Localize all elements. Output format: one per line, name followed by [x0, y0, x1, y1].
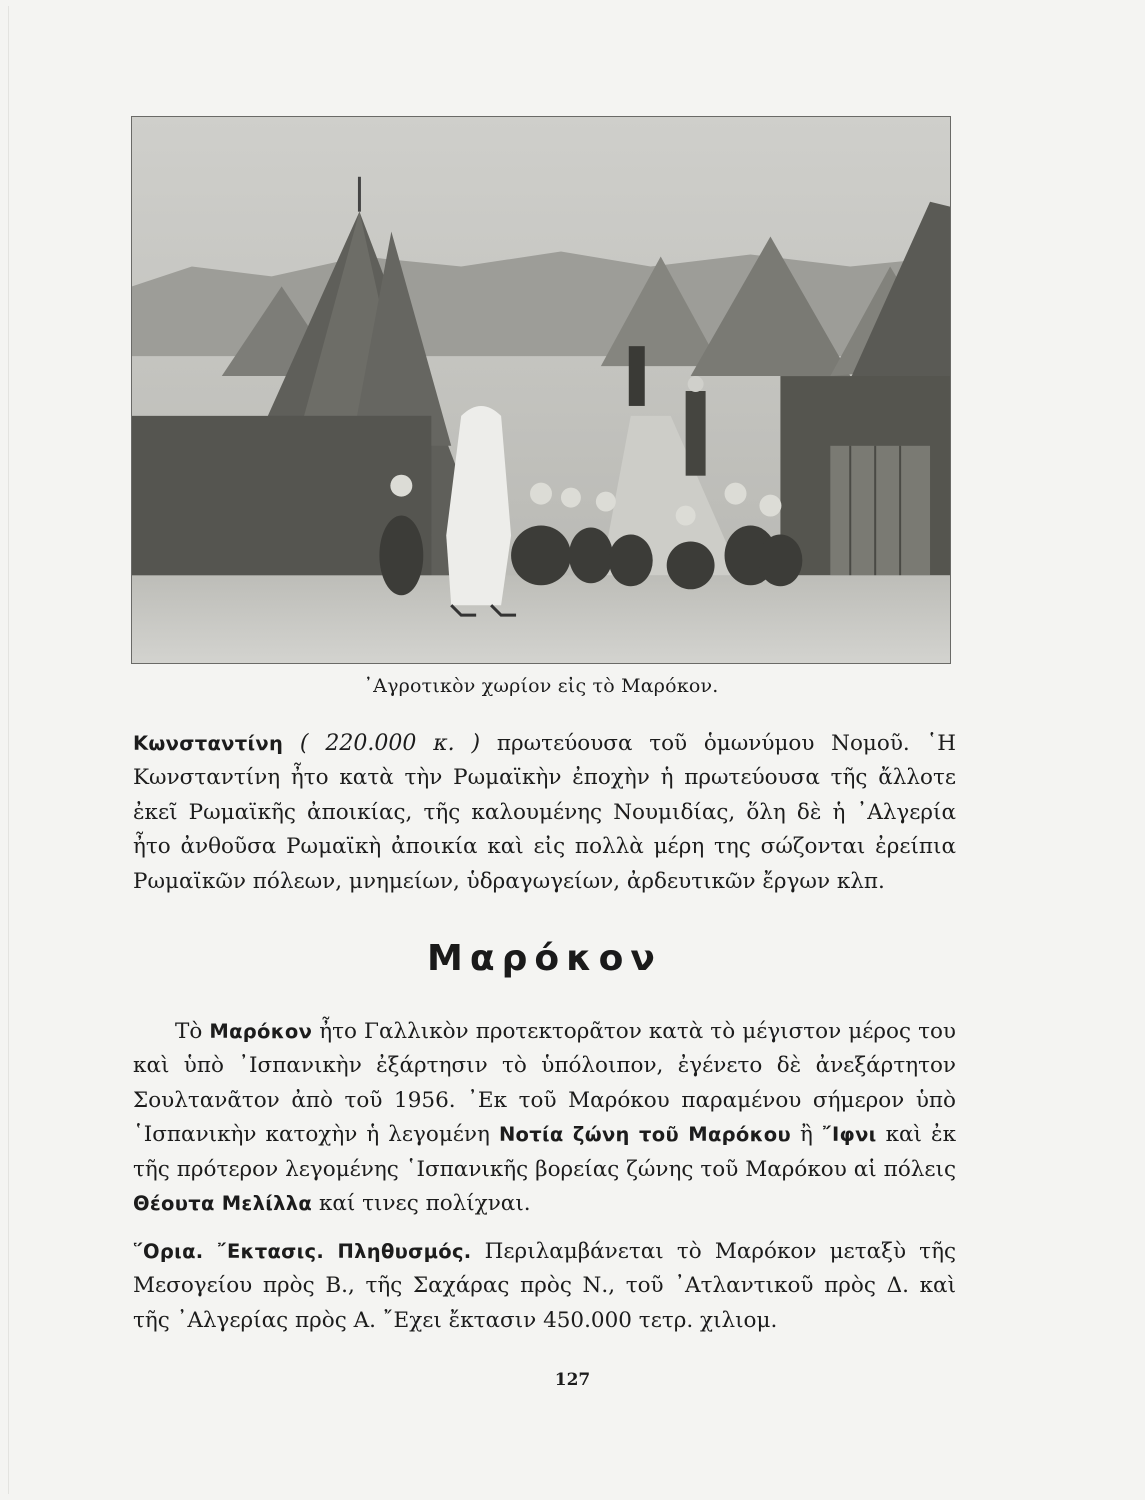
paragraph-text: Περιλαμβάνεται τὸ Μαρόκον μεταξὺ τῆς Μεσογείου πρὸς Β., τῆς Σαχάρας πρὸς Ν., τοῦ ᾿Ατλαντικοῦ πρὸς Δ. καὶ τῆς ᾿Αλγερίας πρὸς Α. ῎Εχει ἔκτασιν 450.000 τετρ. χιλιομ. [133, 1239, 956, 1333]
paragraph-text: καί τινες πολίχναι. [312, 1191, 531, 1217]
paragraph-text: ἦτο Γαλλικὸν προτεκτορᾶτον κατὰ τὸ μέγιστον μέρος του καὶ ὑπὸ ᾿Ισπανικὴν ἐξάρτησιν τὸ ὑπόλοιπον, ἐγένετο δὲ ἀνεξάρτητον Σουλτανᾶτον ἀπὸ τοῦ 1956. ᾿Εκ τοῦ Μαρόκου παραμένου σήμερον ὑπὸ ῾Ισπανικὴν κατοχὴν ἡ λεγομένη [133, 1019, 956, 1148]
bold-term: ῎Ιφνι [821, 1123, 877, 1147]
paragraph-constantine [133, 727, 956, 899]
subsection-heading: ῞Ορια. ῎Εκτασις. Πληθυσμός. [133, 1240, 472, 1263]
paragraph-morocco-intro [133, 1015, 956, 1221]
page-number: 127 [554, 1370, 591, 1390]
city-population: ( 220.000 κ. ) [299, 731, 481, 756]
paragraph-text: Κωνσταντίνη ἦτο κατὰ τὴν Ρωμαϊκὴν ἐποχὴν ἡ πρωτεύουσα τῆς ἄλλοτε ἐκεῖ Ρωμαϊκῆς ἀποικίας, τῆς καλουμένης Νουμιδίας, ὅλη δὲ ἡ ᾿Αλγερία ἦτο ἀνθοῦσα Ρωμαϊκὴ ἀποικία καὶ εἰς πολλὰ μέρη της σώζονται ἐρείπια Ρωμαϊκῶν πόλεων, μνημείων, ὑδραγωγείων, ἀρδευτικῶν ἔργων κλπ. [133, 765, 956, 894]
bold-term: Θέουτα Μελίλλα [133, 1192, 313, 1216]
bold-term: Μαρόκον [209, 1020, 313, 1043]
paragraph-text: ἢ [790, 1122, 822, 1148]
city-name: Κωνσταντίνη [133, 732, 284, 755]
paragraph-morocco-borders [133, 1235, 956, 1338]
figure-caption: ᾿Αγροτικὸν χωρίον εἰς τὸ Μαρόκον. [363, 675, 719, 697]
paragraph-text: Τὸ [175, 1019, 210, 1044]
bold-term: Νοτία ζώνη τοῦ Μαρόκου [498, 1123, 791, 1147]
section-heading-morocco: Μαρόκον [427, 938, 662, 979]
village-photo [131, 116, 951, 664]
paragraph-text: πρωτεύουσα τοῦ ὁμωνύμου Νομοῦ. ῾Η [480, 731, 956, 756]
paragraph-text: καὶ ἐκ τῆς πρότερον λεγομένης ῾Ισπανικῆς βορείας ζώνης τοῦ Μαρόκου αἱ πόλεις [133, 1122, 957, 1182]
